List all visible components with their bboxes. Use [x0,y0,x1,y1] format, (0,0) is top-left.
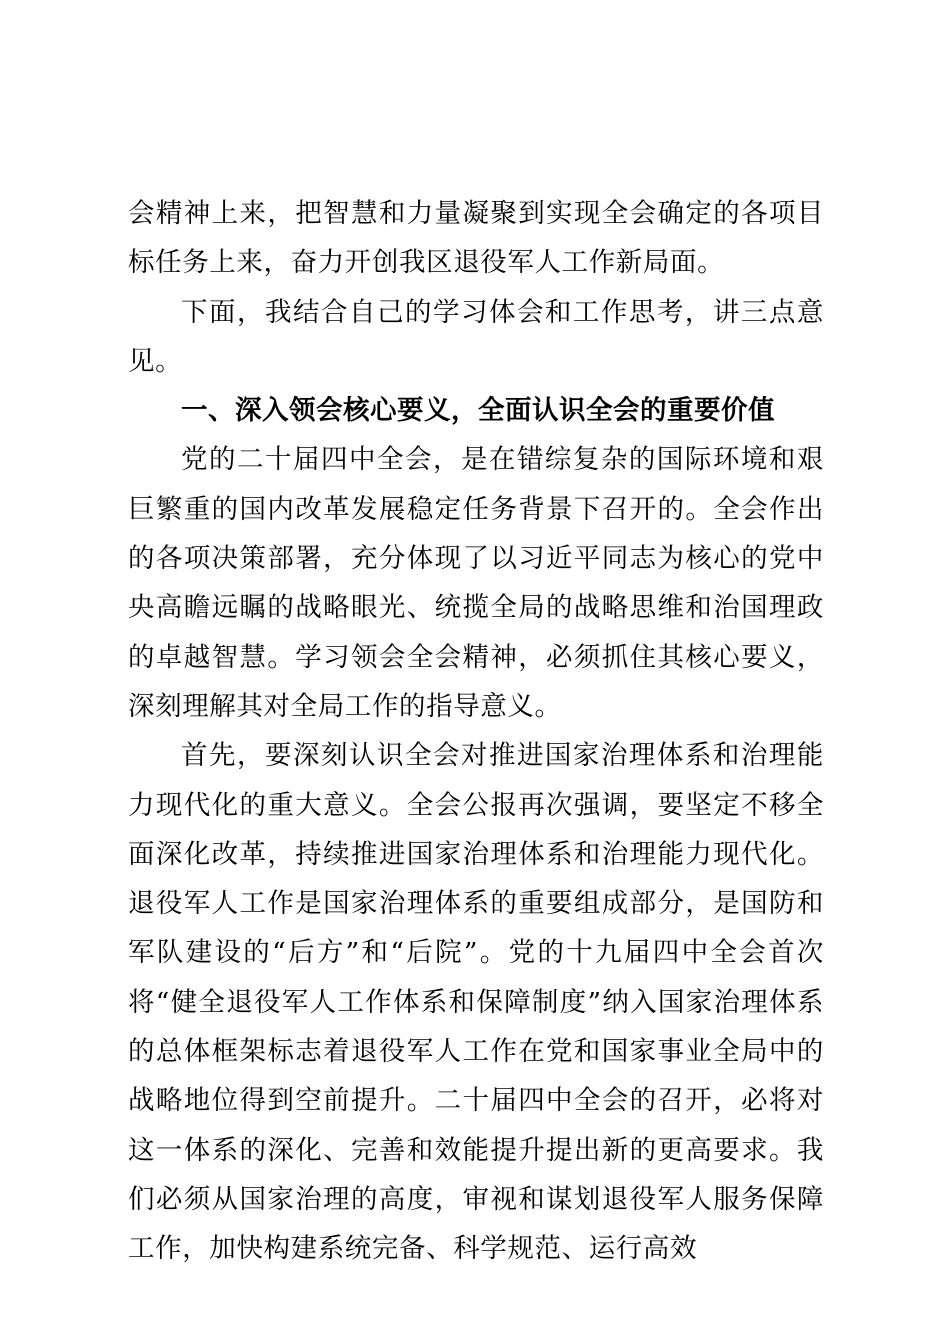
continuation-paragraph: 会精神上来，把智慧和力量凝聚到实现全会确定的各项目标任务上来，奋力开创我区退役军人工作新局面。 [128,198,824,279]
document-body [128,189,824,1274]
section-heading: 一、深入领会核心要义，全面认识全会的重要价值 [181,395,775,427]
body-paragraph-1: 党的二十届四中全会，是在错综复杂的国际环境和艰巨繁重的国内改革发展稳定任务背景下召开的。全会作出的各项决策部署，充分体现了以习近平同志为核心的党中央高瞻远瞩的战略眼光、统揽全局的战略思维和治国理政的卓越智慧。学习领会全会精神，必须抓住其核心要义，深刻理解其对全局工作的指导意义。 [128,444,824,722]
intro-paragraph: 下面，我结合自己的学习体会和工作思考，讲三点意见。 [128,296,824,377]
body-paragraph-2: 首先，要深刻认识全会对推进国家治理体系和治理能力现代化的重大意义。全会公报再次强调，要坚定不移全面深化改革，持续推进国家治理体系和治理能力现代化。退役军人工作是国家治理体系的重要组成部分，是国防和军队建设的“后方”和“后院”。党的十九届四中全会首次将“健全退役军人工作体系和保障制度”纳入国家治理体系的总体框架标志着退役军人工作在党和国家事业全局中的战略地位得到空前提升。二十届四中全会的召开，必将对这一体系的深化、完善和效能提升提出新的更高要求。我们必须从国家治理的高度，审视和谋划退役军人服务保障工作，加快构建系统完备、科学规范、运行高效 [128,740,824,1265]
